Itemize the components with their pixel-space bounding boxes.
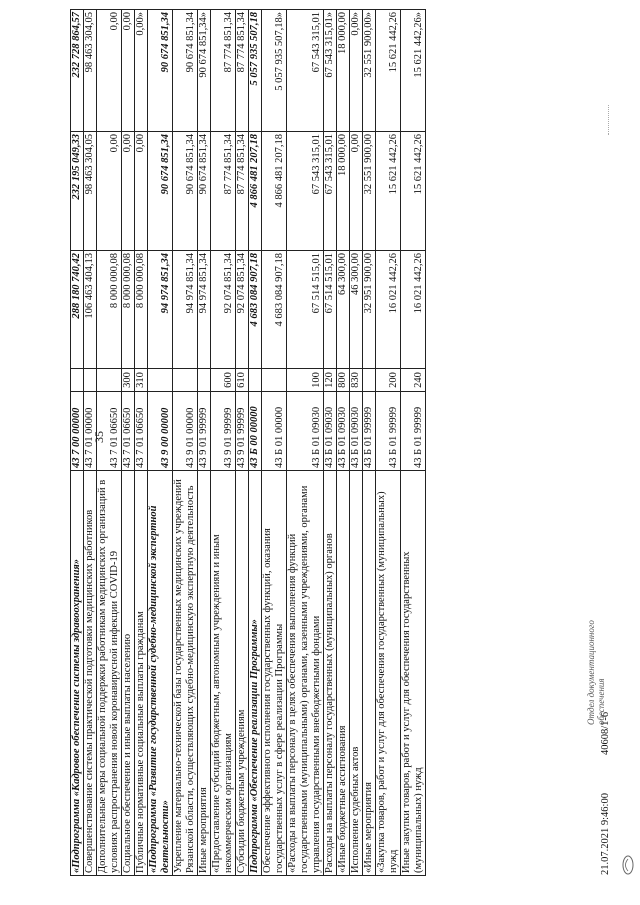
row-year1-cell: 8 000 000,08 (97, 251, 122, 369)
row-year1-cell: 94 974 851,34 (198, 251, 211, 369)
row-code-cell: 43 7 01 06650 (97, 392, 122, 471)
row-year3-cell: 87 774 851,34 (211, 10, 236, 132)
row-code-cell: 43 Б 01 09030 (337, 392, 350, 471)
row-name-cell: Исполнение судебных актов (350, 471, 363, 876)
row-vr-cell (173, 369, 198, 392)
footer-datetime: 21.07.2021 9:46:00 (600, 793, 611, 875)
row-name-cell: Расходы на выплаты персоналу государственных (муниципальных) органов (324, 471, 337, 876)
row-year1-cell: 67 514 515,01 (324, 251, 337, 369)
table-row (198, 10, 211, 876)
row-year2-cell: 90 674 851,34 (148, 132, 173, 251)
row-name-cell: Иные мероприятия (198, 471, 211, 876)
row-year3-cell: 90 674 851,34 (173, 10, 198, 132)
row-vr-cell: 310 (135, 369, 148, 392)
table-row (287, 10, 324, 876)
row-code-cell: 43 9 01 99999 (211, 392, 236, 471)
row-name-cell: Социальное обеспечение и иные выплаты населению (122, 471, 135, 876)
table-row (122, 10, 135, 876)
row-year3-cell: 0,00» (135, 10, 148, 132)
row-vr-cell (97, 369, 122, 392)
row-name-cell: Субсидии бюджетным учреждениям (236, 471, 249, 876)
table-row (211, 10, 236, 876)
row-year2-cell: 87 774 851,34 (236, 132, 249, 251)
row-vr-cell (84, 369, 97, 392)
row-year1-cell: 94 974 851,34 (173, 251, 198, 369)
row-year1-cell: 106 463 404,13 (84, 251, 97, 369)
row-year2-cell: 4 866 481 207,18 (249, 132, 262, 251)
row-code-cell: 43 Б 01 99999 (376, 392, 401, 471)
row-year1-cell: 92 074 851,34 (236, 251, 249, 369)
row-name-cell: «Подпрограмма «Развитие государственной судебно-медицинской экспертной деятельности» (148, 471, 173, 876)
row-year3-cell: 5 057 935 507,18» (262, 10, 287, 132)
row-year2-cell: 90 674 851,34 (173, 132, 198, 251)
row-name-cell: Укрепление материально-технической базы государственных медицинских учреждений Рязанской области, осуществляющих судебно-медицинскую экспертную деятельность (173, 471, 198, 876)
row-year2-cell: 87 774 851,34 (211, 132, 236, 251)
row-code-cell: 43 9 01 99999 (198, 392, 211, 471)
row-year2-cell: 232 195 049,33 (71, 132, 84, 251)
table-row (71, 10, 84, 876)
row-name-cell: «Иные бюджетные ассигнования (337, 471, 350, 876)
row-vr-cell: 600 (211, 369, 236, 392)
table-row (324, 10, 337, 876)
row-year2-cell: 67 543 315,01 (287, 132, 324, 251)
row-year2-cell: 0,00 (122, 132, 135, 251)
stamp-line-2: обеспечения (596, 678, 606, 725)
row-year2-cell: 32 551 900,00 (363, 132, 376, 251)
table-row (148, 10, 173, 876)
row-year3-cell: 0,00 (122, 10, 135, 132)
table-row (350, 10, 363, 876)
row-name-cell: Подпрограмма «Обеспечение реализации Программы» (249, 471, 262, 876)
row-name-cell: «Закупка товаров, работ и услуг для обеспечения государственных (муниципальных) нужд (376, 471, 401, 876)
row-year3-cell: 15 621 442,26» (401, 10, 426, 132)
row-year3-cell: 87 774 851,34 (236, 10, 249, 132)
table-row (135, 10, 148, 876)
row-year2-cell: 15 621 442,26 (376, 132, 401, 251)
row-vr-cell: 200 (376, 369, 401, 392)
row-year1-cell: 8 000 000,08 (122, 251, 135, 369)
row-year1-cell: 67 514 515,01 (287, 251, 324, 369)
table-row (249, 10, 262, 876)
table-row (262, 10, 287, 876)
department-stamp (586, 620, 606, 725)
row-code-cell: 43 Б 00 00000 (249, 392, 262, 471)
row-name-cell: «Подпрограмма «Кадровое обеспечение системы здравоохранения» (71, 471, 84, 876)
row-year3-cell: 32 551 900,00» (363, 10, 376, 132)
row-year1-cell: 46 300,00 (350, 251, 363, 369)
row-year2-cell: 4 866 481 207,18 (262, 132, 287, 251)
row-code-cell: 43 7 00 00000 (71, 392, 84, 471)
row-year3-cell: 67 543 315,01» (324, 10, 337, 132)
budget-table-body (71, 10, 426, 876)
row-year3-cell: 232 728 864,57 (71, 10, 84, 132)
row-year3-cell: 5 057 935 507,18 (249, 10, 262, 132)
row-year1-cell: 4 683 084 907,18 (262, 251, 287, 369)
row-year1-cell: 16 021 442,26 (401, 251, 426, 369)
row-year1-cell: 288 180 740,42 (71, 251, 84, 369)
page-number: 35 (92, 431, 106, 443)
row-code-cell: 43 7 01 06650 (122, 392, 135, 471)
table-row (376, 10, 401, 876)
table-row (236, 10, 249, 876)
row-code-cell: 43 7 01 00000 (84, 392, 97, 471)
row-vr-cell (71, 369, 84, 392)
table-row (401, 10, 426, 876)
row-year2-cell: 0,00 (350, 132, 363, 251)
row-code-cell: 43 Б 01 09030 (324, 392, 337, 471)
row-code-cell: 43 9 01 99999 (236, 392, 249, 471)
stamp-line-1: Отдел документационного (586, 620, 596, 725)
table-row (173, 10, 198, 876)
row-vr-cell: 610 (236, 369, 249, 392)
row-year1-cell: 64 300,00 (337, 251, 350, 369)
row-year1-cell: 4 683 084 907,18 (249, 251, 262, 369)
row-year3-cell: 90 674 851,34 (148, 10, 173, 132)
row-code-cell: 43 9 00 00000 (148, 392, 173, 471)
table-row (337, 10, 350, 876)
row-code-cell: 43 Б 01 09030 (287, 392, 324, 471)
row-year2-cell: 15 621 442,26 (401, 132, 426, 251)
row-vr-cell: 100 (287, 369, 324, 392)
scan-artifact (608, 105, 613, 135)
row-vr-cell: 300 (122, 369, 135, 392)
row-vr-cell: 800 (337, 369, 350, 392)
row-name-cell: Совершенствование системы практической подготовки медицинских работников (84, 471, 97, 876)
row-code-cell: 43 7 01 06650 (135, 392, 148, 471)
logo-icon (622, 855, 634, 875)
table-row (363, 10, 376, 876)
row-year3-cell: 98 463 304,05 (84, 10, 97, 132)
row-name-cell: Дополнительные меры социальной поддержки работникам медицинских организаций в условиях распространения новой коронавирусной инфекции COVID-19 (97, 471, 122, 876)
row-year3-cell: 90 674 851,34» (198, 10, 211, 132)
row-name-cell: Обеспечение эффективного исполнения государственных функций, оказания государственных услуг в сфере реализации Программы (262, 471, 287, 876)
row-year3-cell: 67 543 315,01 (287, 10, 324, 132)
row-year1-cell: 94 974 851,34 (148, 251, 173, 369)
row-code-cell: 43 Б 01 99999 (363, 392, 376, 471)
row-year2-cell: 67 543 315,01 (324, 132, 337, 251)
row-vr-cell: 240 (401, 369, 426, 392)
row-year1-cell: 92 074 851,34 (211, 251, 236, 369)
row-vr-cell (198, 369, 211, 392)
row-code-cell: 43 Б 01 99999 (401, 392, 426, 471)
row-vr-cell: 830 (350, 369, 363, 392)
row-name-cell: «Расходы на выплаты персоналу в целях обеспечения выполнения функций государственными (муниципальными) органами, казенными учреждениями, органами управления государственными внебюджетными фондами (287, 471, 324, 876)
budget-table (70, 9, 426, 876)
row-year3-cell: 18 000,00 (337, 10, 350, 132)
row-vr-cell (363, 369, 376, 392)
table-row (97, 10, 122, 876)
row-name-cell: «Предоставление субсидий бюджетным, автономным учреждениям и иным некоммерческим организациям (211, 471, 236, 876)
row-year2-cell: 18 000,00 (337, 132, 350, 251)
row-code-cell: 43 Б 01 00000 (262, 392, 287, 471)
row-year1-cell: 8 000 000,08 (135, 251, 148, 369)
row-year3-cell: 0,00» (350, 10, 363, 132)
row-vr-cell: 120 (324, 369, 337, 392)
row-name-cell: «Иные мероприятия (363, 471, 376, 876)
row-year2-cell: 0,00 (97, 132, 122, 251)
row-year2-cell: 98 463 304,05 (84, 132, 97, 251)
row-year1-cell: 16 021 442,26 (376, 251, 401, 369)
row-year2-cell: 90 674 851,34 (198, 132, 211, 251)
row-year3-cell: 0,00 (97, 10, 122, 132)
row-code-cell: 43 9 01 00000 (173, 392, 198, 471)
row-vr-cell (249, 369, 262, 392)
row-vr-cell (262, 369, 287, 392)
row-year3-cell: 15 621 442,26 (376, 10, 401, 132)
row-name-cell: Иные закупки товаров, работ и услуг для обеспечения государственных (муниципальных) нужд (401, 471, 426, 876)
row-year1-cell: 32 951 900,00 (363, 251, 376, 369)
footer-doc-code: 40608/1-6 (600, 711, 611, 755)
row-year2-cell: 0,00 (135, 132, 148, 251)
table-row (84, 10, 97, 876)
row-vr-cell (148, 369, 173, 392)
row-code-cell: 43 Б 01 09030 (350, 392, 363, 471)
row-name-cell: Публичные нормативные социальные выплаты гражданам (135, 471, 148, 876)
